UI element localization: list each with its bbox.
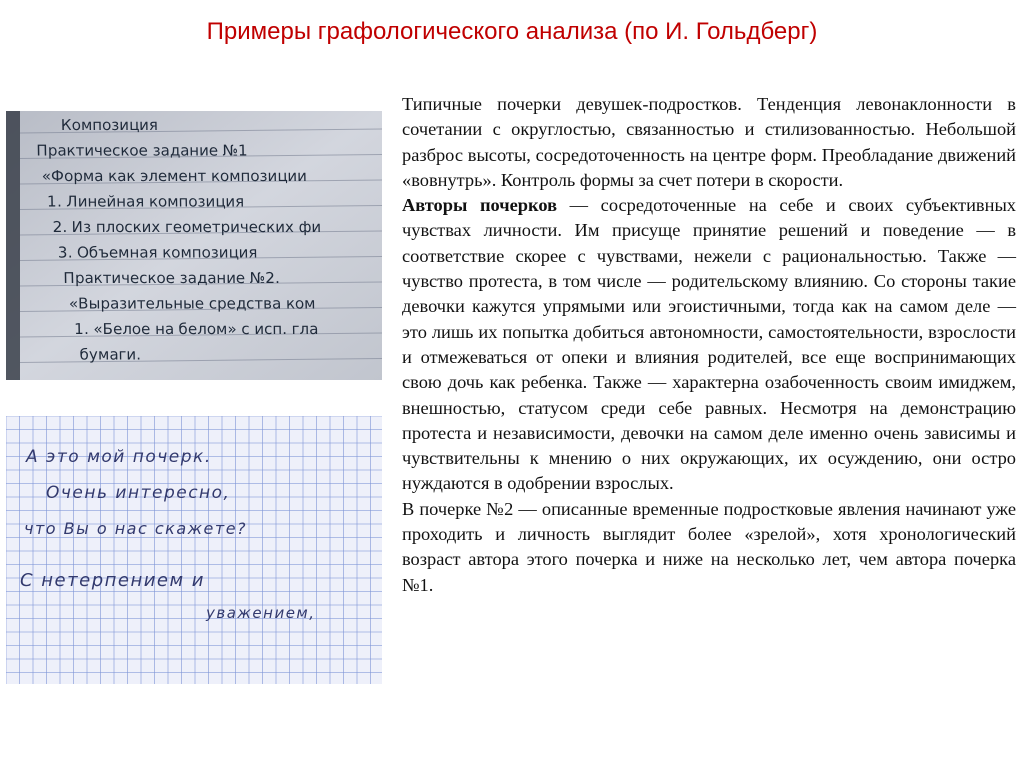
handwriting-sample-2-photo xyxy=(6,416,382,684)
paragraph-3: В почерке №2 — описанные временные подростковые явления начинают уже проходить и личность выглядит более «зрелой», хотя хронологический возраст автора этого почерка и ниже на несколько лет, чем автора почерка №1. xyxy=(402,498,1016,595)
handwriting-line: С нетерпением и xyxy=(20,570,206,591)
handwriting-line: «Форма как элемент композиции xyxy=(39,167,309,185)
lined-paper-image xyxy=(6,111,382,380)
analysis-text xyxy=(402,92,1016,598)
handwriting-line: «Выразительные средства ком xyxy=(67,294,318,313)
handwriting-line: бумаги. xyxy=(77,345,143,364)
handwriting-sample-1-photo xyxy=(6,111,382,380)
paragraph-2-lead: Авторы почерков xyxy=(402,195,558,216)
handwriting-line: Практическое задание №1 xyxy=(34,141,250,160)
handwriting-line: 1. Линейная композиция xyxy=(45,192,246,211)
paragraph-1: Типичные почерки девушек-подростков. Тенденция левонаклонности в сочетании с округлостью, связанностью и стилизованностью. Небольшой разброс высоты, сосредоточенность на центре форм. Преобладание движений «вовнутрь». Контроль формы за счет потери в скорости. xyxy=(402,94,1016,190)
grid-paper-image xyxy=(6,416,382,684)
slide-title: Примеры графологического анализа (по И. Гольдберг) xyxy=(206,18,818,45)
handwriting-line: 1. «Белое на белом» с исп. гла xyxy=(72,320,321,338)
handwriting-line: Очень интересно, xyxy=(46,483,231,503)
handwriting-line: А это мой почерк. xyxy=(26,447,212,467)
handwriting-line: что Вы о нас скажете? xyxy=(24,519,248,538)
handwriting-line: уважением, xyxy=(206,604,316,622)
handwriting-line: 3. Объемная композиция xyxy=(56,243,260,262)
handwriting-line: 2. Из плоских геометрических фи xyxy=(50,218,323,236)
paragraph-2-body: — сосредоточенные на себе и своих субъективных чувствах личности. Им присуще принятие решений и поведение — в соответствие скорее с чувствами, нежели с рациональностью. Также — чувство протеста, в том числе — родительскому влиянию. Со стороны такие девочки кажутся упрямыми или эгоистичными, тогда как на самом деле — это лишь их попытка добиться автономности, самостоятельности, взрослости и отмежеваться от опеки и влияния родителей, все еще воспринимающих свою дочь как ребенка. Также — характерна озабоченность своим имиджем, внешностью, статусом среди себе равных. Несмотря на демонстрацию протеста и независимости, девочки на самом деле именно очень зависимы и чувствительны к мнению о них окружающих, их осуждению, они остро нуждаются в одобрении взрослых. xyxy=(402,195,1016,494)
paragraph-2 xyxy=(402,193,1016,497)
handwriting-line: Композиция xyxy=(59,116,160,134)
handwriting-line: Практическое задание №2. xyxy=(61,269,282,287)
